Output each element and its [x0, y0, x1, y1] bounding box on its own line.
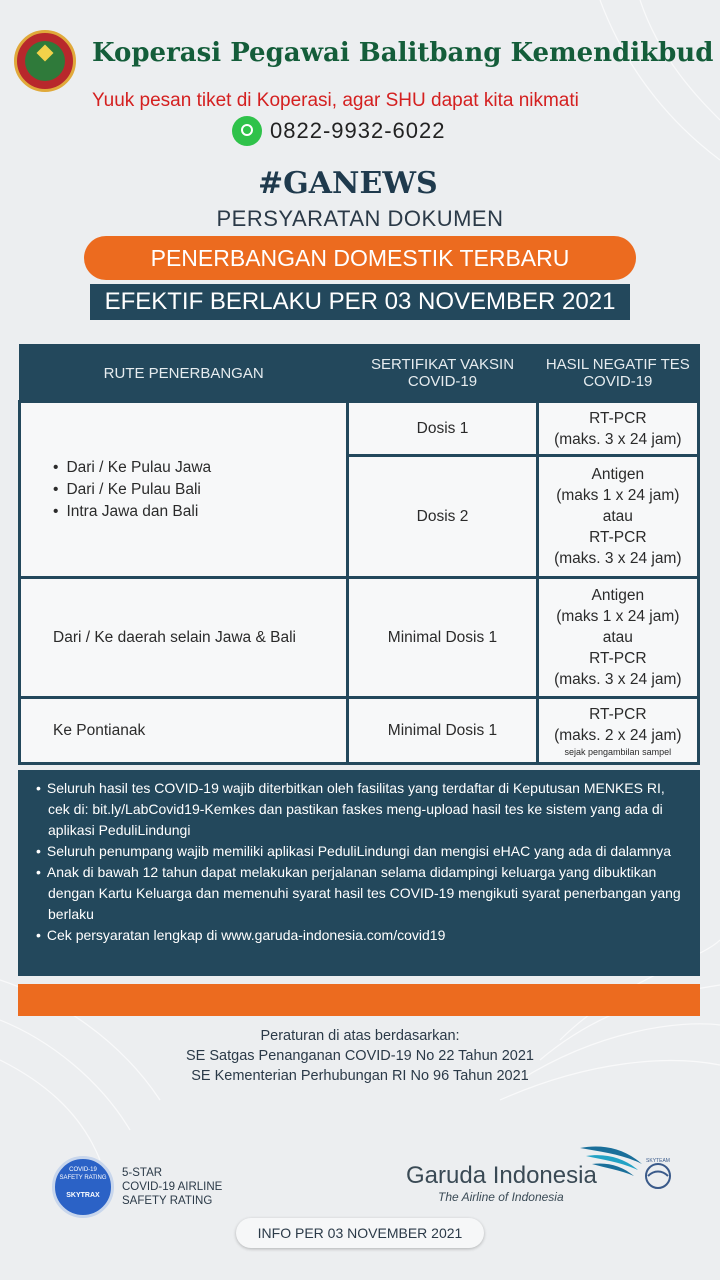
table-row: [20, 402, 699, 456]
list-item: • Anak di bawah 12 tahun dapat melakukan perjalanan selama didampingi keluarga yang dibuktikan dengan Kartu Keluarga dan memenuhi syarat hasil tes COVID-19 mengikuti syarat penerbangan yang berlaku: [34, 862, 684, 925]
list-item: • Seluruh penumpang wajib memiliki aplikasi PeduliLindungi dan mengisi eHAC yang ada di dalamnya: [34, 841, 684, 862]
test-duration: (maks 1 x 24 jam): [556, 608, 680, 625]
list-item: • Dari / Ke Pulau Jawa: [53, 457, 342, 479]
test-type: RT-PCR: [589, 409, 647, 427]
list-item: • Seluruh hasil tes COVID-19 wajib diterbitkan oleh fasilitas yang terdaftar di Keputusan MENKES RI, cek di: bit.ly/LabCovid19-Kemkes dan pastikan faskes meng-upload hasil tes ke sistem yang ada di aplikasi PeduliLindungi: [34, 778, 684, 841]
test-type: RT-PCR: [589, 705, 647, 723]
test-cell: [537, 698, 698, 764]
airline-name: Garuda Indonesia: [406, 1162, 597, 1189]
badge-text: [48, 1156, 118, 1200]
skyteam-icon: [640, 1156, 676, 1192]
list-item: • Intra Jawa dan Bali: [53, 501, 342, 523]
phone-number[interactable]: 0822-9932-6022: [270, 118, 446, 143]
effective-date-banner: EFEKTIF BERLAKU PER 03 NOVEMBER 2021: [90, 284, 630, 320]
table-row: [20, 698, 699, 764]
header-route: RUTE PENERBANGAN: [20, 345, 348, 402]
whatsapp-icon: [232, 116, 262, 146]
test-duration: (maks. 3 x 24 jam): [554, 550, 682, 567]
table-row: [20, 578, 699, 698]
test-duration: (maks. 3 x 24 jam): [554, 671, 682, 688]
requirements-table: [18, 344, 700, 765]
test-cell: [537, 456, 698, 578]
tagline: Yuuk pesan tiket di Koperasi, agar SHU dapat kita nikmati: [92, 90, 579, 111]
test-or: atau: [602, 629, 633, 646]
test-note: sejak pengambilan sampel: [564, 746, 672, 757]
test-cell: [537, 402, 698, 456]
badge-brand: SKYTRAX: [66, 1192, 100, 1199]
airline-slogan: The Airline of Indonesia: [438, 1190, 564, 1204]
koperasi-logo: [14, 30, 76, 92]
rating-line: 5-STAR: [122, 1167, 163, 1179]
rating-line: COVID-19 AIRLINE: [122, 1181, 223, 1193]
test-duration: (maks 1 x 24 jam): [556, 487, 680, 504]
table-header-row: [20, 345, 699, 402]
vaccine-cell: Dosis 1: [348, 402, 537, 456]
hashtag: #GANEWS: [258, 166, 438, 201]
test-or: atau: [602, 508, 633, 525]
test-duration: (maks. 2 x 24 jam): [554, 726, 682, 744]
info-date-pill: INFO PER 03 NOVEMBER 2021: [236, 1218, 484, 1248]
badge-top: COVID-19 SAFETY RATING: [59, 1167, 107, 1181]
organization-name: Koperasi Pegawai Balitbang Kemendikbud: [92, 38, 714, 68]
garuda-bird-icon: [578, 1142, 644, 1182]
rating-line: SAFETY RATING: [122, 1195, 213, 1207]
list-item: • Dari / Ke Pulau Bali: [53, 479, 342, 501]
notes-panel: [18, 770, 700, 976]
route-java-bali: [20, 402, 348, 578]
orange-divider: [18, 984, 700, 1016]
vaccine-cell: Minimal Dosis 1: [348, 698, 537, 764]
list-item: • Cek persyaratan lengkap di www.garuda-indonesia.com/covid19: [34, 925, 684, 946]
vaccine-cell: Minimal Dosis 1: [348, 578, 537, 698]
basis-line: SE Kementerian Perhubungan RI No 96 Tahun 2021: [191, 1068, 529, 1084]
route-outside: Dari / Ke daerah selain Jawa & Bali: [20, 578, 348, 698]
safety-rating: [122, 1166, 252, 1208]
test-type: RT-PCR: [589, 529, 647, 546]
test-type: Antigen: [591, 587, 645, 604]
test-cell: [537, 578, 698, 698]
header-test: HASIL NEGATIF TES COVID-19: [537, 345, 698, 402]
header-vaccine: SERTIFIKAT VAKSIN COVID-19: [348, 345, 537, 402]
test-type: Antigen: [591, 466, 645, 483]
subtitle-banner: PENERBANGAN DOMESTIK TERBARU: [84, 236, 636, 280]
route-pontianak: Ke Pontianak: [20, 698, 348, 764]
test-duration: (maks. 3 x 24 jam): [554, 430, 682, 448]
test-type: RT-PCR: [589, 650, 647, 667]
regulation-basis: [0, 1026, 720, 1086]
skyteam-label: SKYTEAM: [646, 1158, 670, 1164]
vaccine-cell: Dosis 2: [348, 456, 537, 578]
basis-line: SE Satgas Penanganan COVID-19 No 22 Tahun 2021: [186, 1048, 534, 1064]
basis-intro: Peraturan di atas berdasarkan:: [260, 1028, 460, 1044]
page-title: PERSYARATAN DOKUMEN: [216, 206, 504, 231]
